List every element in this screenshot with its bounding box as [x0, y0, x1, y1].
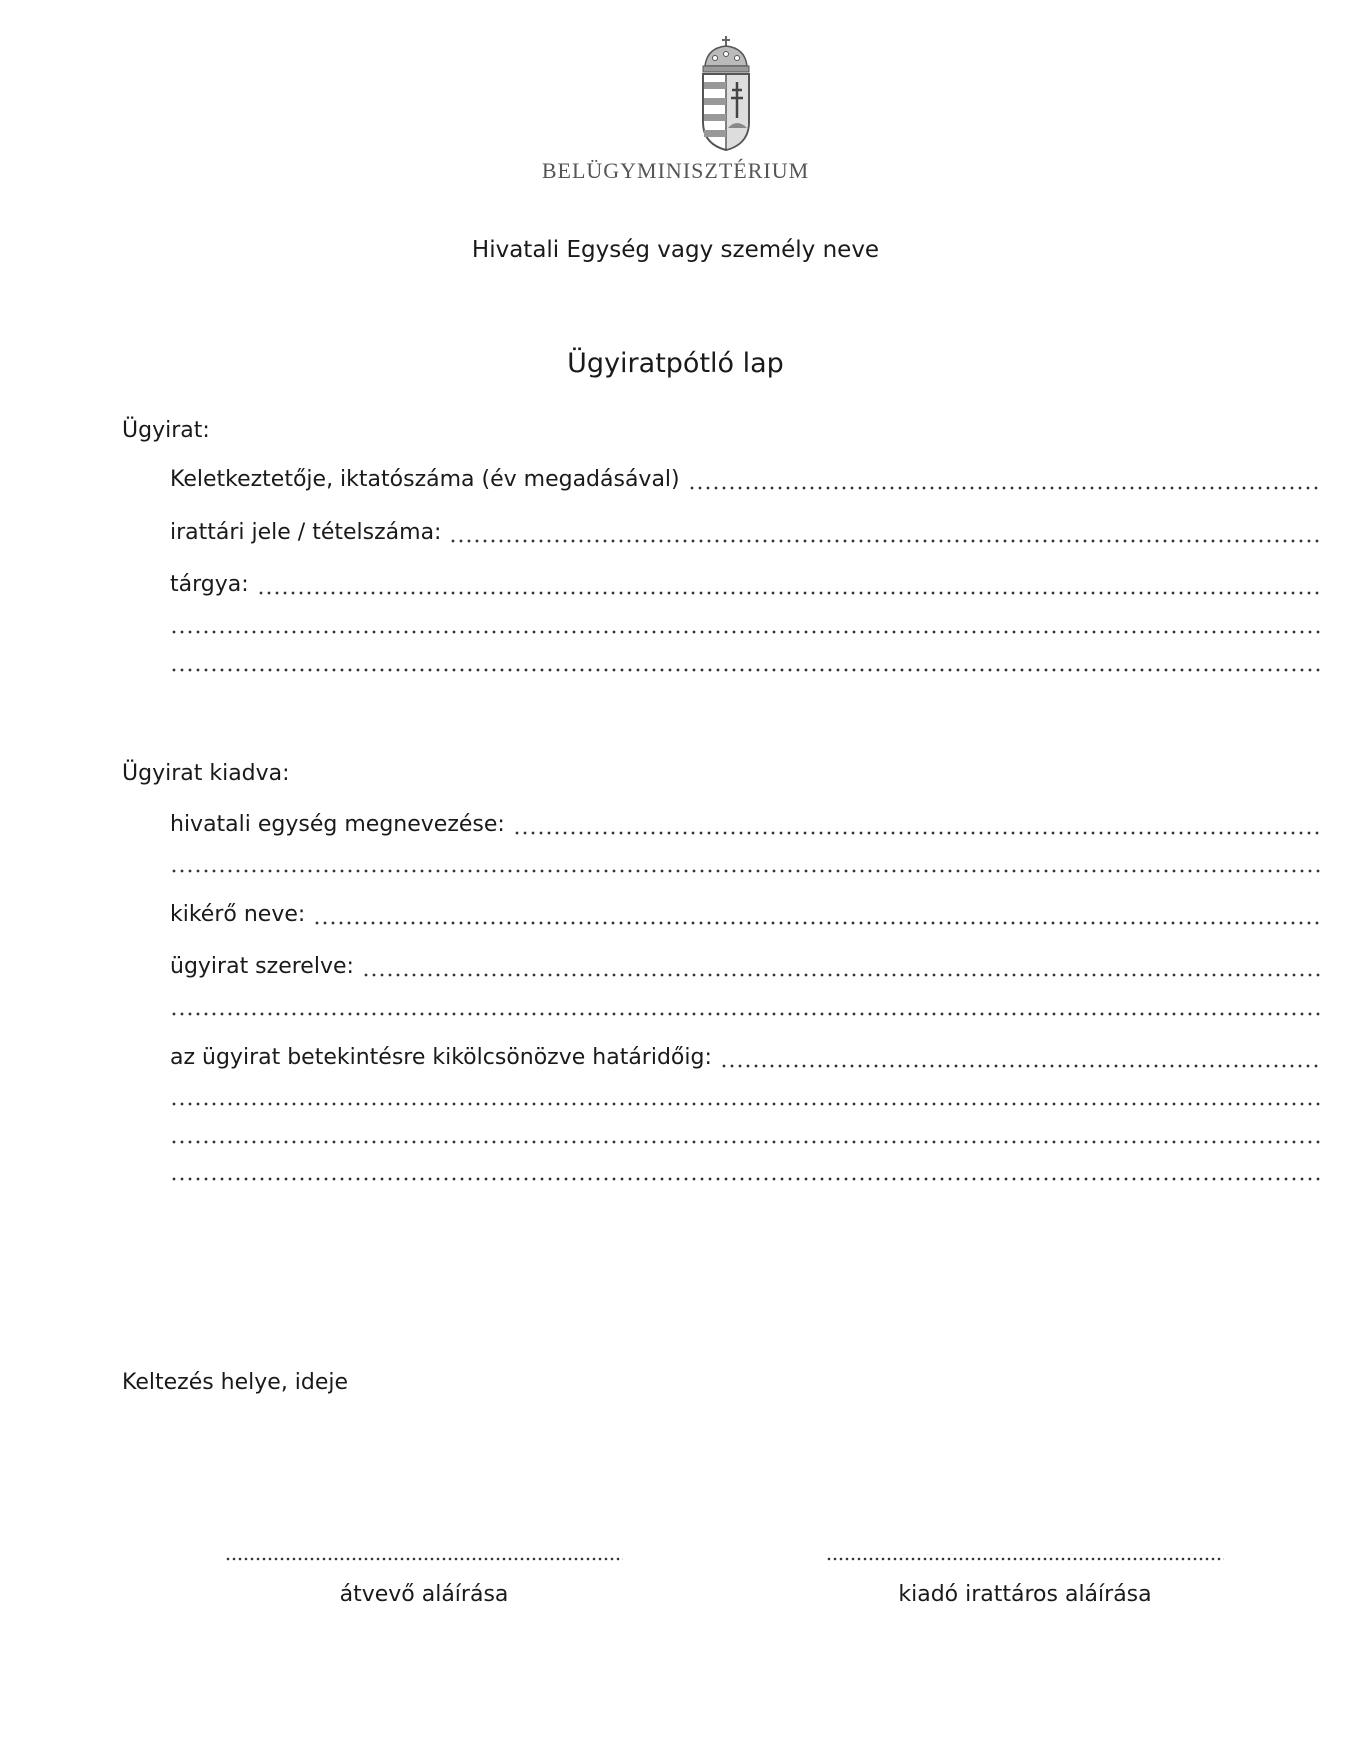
field-row-keletkezteto[interactable] [170, 465, 1322, 493]
field-row-ugyirat-szerelve-cont[interactable] [170, 991, 1322, 1019]
section-heading-ugyirat-kiadva: Ügyirat kiadva: [122, 761, 290, 786]
hungarian-coat-of-arms-icon [697, 36, 755, 154]
dotted-fill-line[interactable] [170, 630, 1322, 634]
field-label: hivatali egység megnevezése: [170, 812, 505, 837]
field-row-targy[interactable] [170, 570, 1322, 598]
issuer-signature-line[interactable] [826, 1557, 1224, 1561]
field-row-ugyirat-szerelve[interactable] [170, 952, 1322, 980]
field-label: irattári jele / tételszáma: [170, 520, 442, 545]
dotted-fill-line[interactable] [170, 1140, 1322, 1144]
unit-name: Hivatali Egység vagy személy neve [471, 237, 880, 263]
field-label: Keletkeztetője, iktatószáma (év megadásával) [170, 467, 680, 492]
field-row-betekintes-cont-1[interactable] [170, 1081, 1322, 1109]
dotted-fill-line[interactable] [313, 921, 1322, 925]
field-label: ügyirat szerelve: [170, 954, 354, 979]
ministry-name: BELÜGYMINISZTÉRIUM [541, 158, 810, 183]
field-row-betekintes-cont-2[interactable] [170, 1119, 1322, 1147]
receiver-signature-line[interactable] [225, 1557, 623, 1561]
dotted-fill-line[interactable] [449, 539, 1322, 543]
field-row-betekintes-cont-3[interactable] [170, 1156, 1322, 1184]
dotted-fill-line[interactable] [688, 486, 1322, 490]
dotted-fill-line[interactable] [257, 591, 1322, 595]
issuer-signature-label: kiadó irattáros aláírása [898, 1582, 1152, 1607]
dotted-fill-line[interactable] [170, 869, 1322, 873]
field-label: tárgya: [170, 572, 249, 597]
field-row-hivatali-egyseg-cont[interactable] [170, 848, 1322, 876]
field-row-betekintes-hatarido[interactable] [170, 1043, 1322, 1071]
section-heading-ugyirat: Ügyirat: [122, 418, 210, 443]
field-label: az ügyirat betekintésre kikölcsönözve határidőig: [170, 1045, 712, 1070]
field-label: kikérő neve: [170, 902, 306, 927]
dotted-fill-line[interactable] [170, 1177, 1322, 1181]
dotted-fill-line[interactable] [513, 831, 1322, 835]
dotted-fill-line[interactable] [720, 1064, 1322, 1068]
receiver-signature-label: átvevő aláírása [339, 1582, 509, 1607]
field-row-hivatali-egyseg[interactable] [170, 810, 1322, 838]
field-row-targy-cont-2[interactable] [170, 647, 1322, 675]
dotted-fill-line[interactable] [170, 1012, 1322, 1016]
date-place-label: Keltezés helye, ideje [122, 1370, 349, 1395]
field-row-kikero-neve[interactable] [170, 900, 1322, 928]
dotted-fill-line[interactable] [170, 668, 1322, 672]
dotted-fill-line[interactable] [362, 973, 1322, 977]
page-title: Ügyiratpótló lap [567, 348, 784, 379]
field-row-irattari-jel[interactable] [170, 518, 1322, 546]
field-row-targy-cont-1[interactable] [170, 609, 1322, 637]
dotted-fill-line[interactable] [170, 1102, 1322, 1106]
